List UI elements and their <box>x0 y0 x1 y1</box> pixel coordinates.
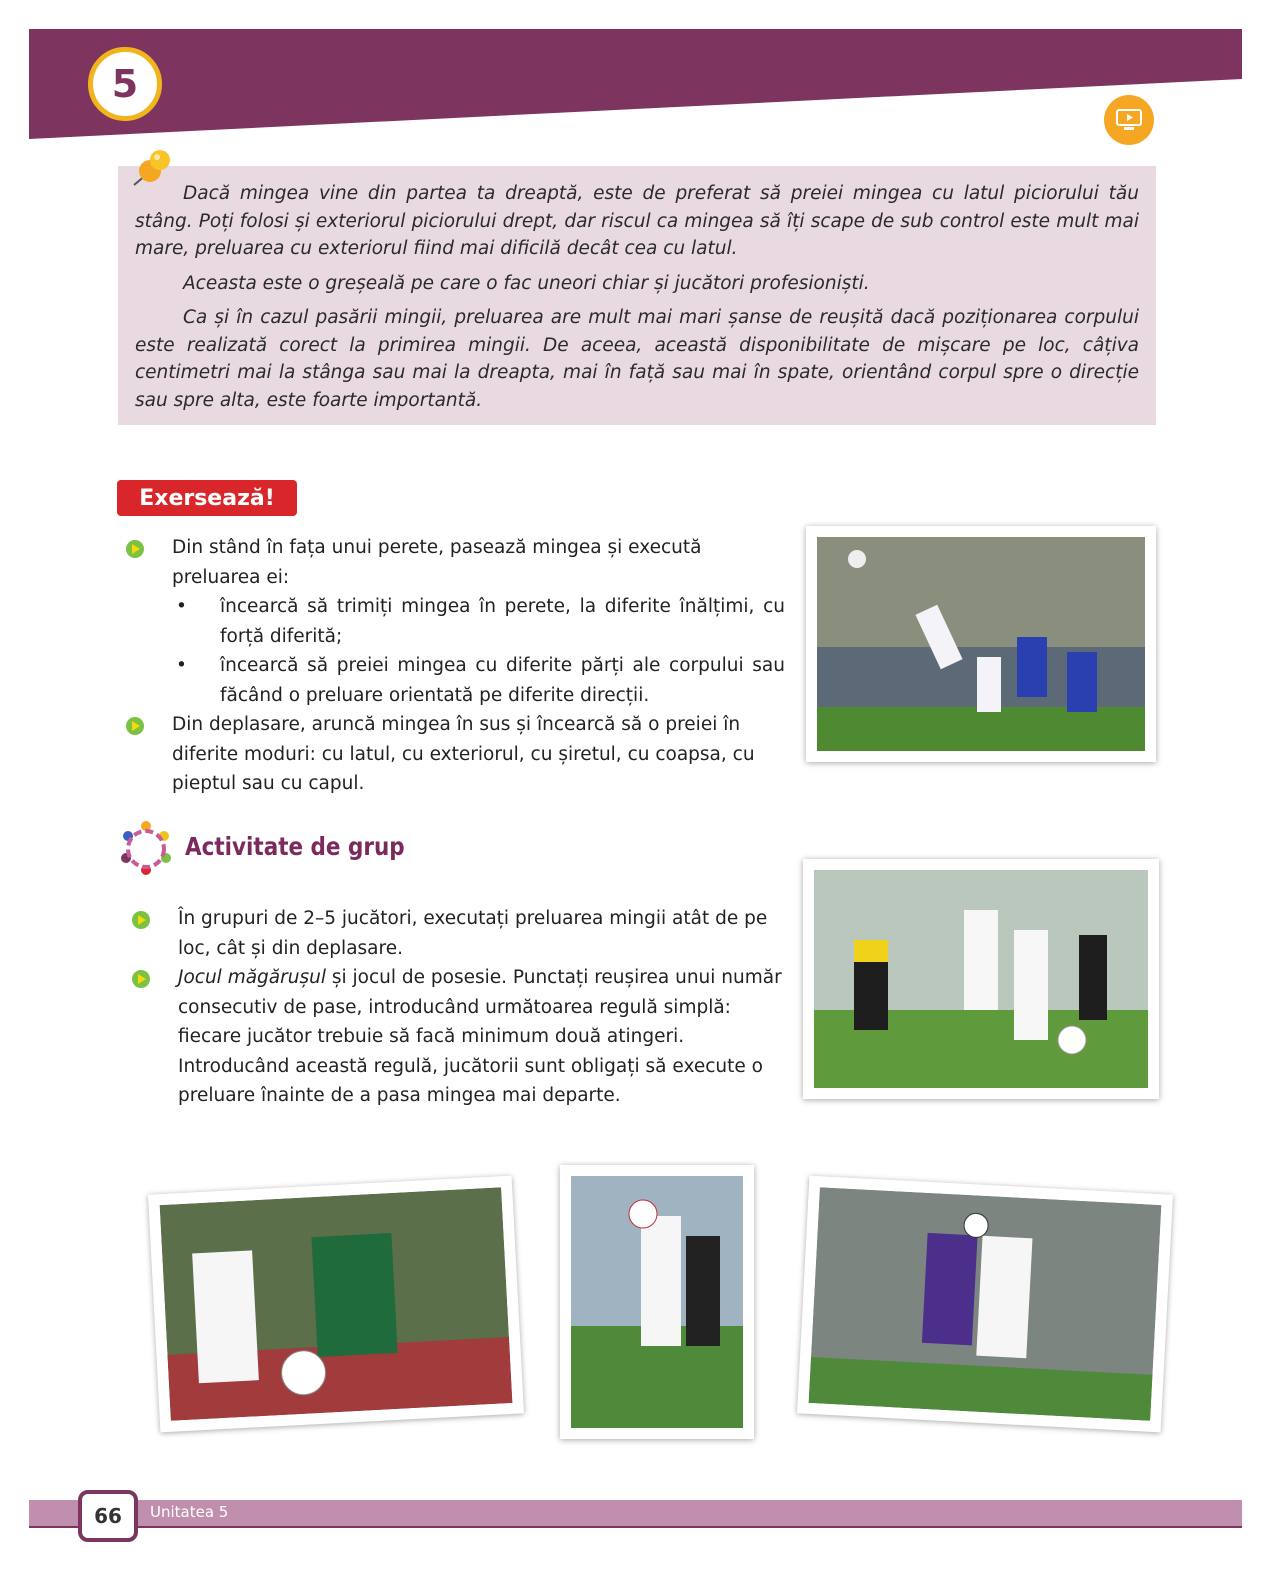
photo-womens-match-center <box>560 1165 754 1439</box>
sub-list-item-text: încearcă să trimiți mingea în perete, la diferite înălțimi, cu forță diferită; <box>220 596 785 647</box>
photo-womens-match-center-image <box>571 1176 743 1428</box>
list-item <box>130 904 785 963</box>
digital-content-icon[interactable] <box>1104 95 1154 145</box>
photo-mens-match <box>806 526 1156 762</box>
sub-list-item-text: încearcă să preiei mingea cu diferite părți ale corpului sau făcând o preluare orientată pe diferite direcții. <box>220 655 785 706</box>
sub-list-item <box>124 592 785 651</box>
tip-paragraph: Aceasta este o greșeală pe care o fac uneori chiar și jucători profesioniști. <box>183 272 870 294</box>
list-item <box>130 963 785 1111</box>
list-item-text: În grupuri de 2–5 jucători, executați preluarea mingii atât de pe loc, cât și din deplasare. <box>178 908 768 959</box>
group-activity-icon <box>116 818 176 880</box>
tip-paragraph: Ca și în cazul pasării mingii, preluarea are mult mai mari șanse de reușită dacă poziționarea corpului este realizată corect la primirea mingii. De aceea, această disponibilitate de mișcare pe loc, câțiva centimetri mai la stânga sau mai la dreapta, mai în față sau mai în spate, orientând corpul spre o direcție sau spre alta, este foarte importantă. <box>135 307 1139 411</box>
photo-womens-match-left-image <box>160 1187 513 1421</box>
header-banner <box>29 29 1242 139</box>
arrow-bullet-icon <box>126 717 144 735</box>
tip-paragraph: Dacă mingea vine din partea ta dreaptă, este de preferat să preiei mingea cu latul piciorului tău stâng. Poți folosi și exteriorul piciorului drept, dar riscul ca mingea să îți scape de sub control este mult mai mare, preluarea cu exteriorul fiind mai dificilă decât cea cu latul. <box>135 183 1139 259</box>
list-item <box>124 710 785 799</box>
photo-youth-match-image <box>814 870 1148 1088</box>
photo-mens-match-image <box>817 537 1145 751</box>
page-number-text: 66 <box>94 1504 122 1528</box>
sub-list-item <box>124 651 785 710</box>
footer-rule <box>29 1526 1242 1528</box>
unit-number-badge <box>88 47 162 121</box>
photo-youth-match <box>803 859 1159 1099</box>
list-item-text: și jocul de posesie. Punctați reușirea unui număr consecutiv de pase, introducând următoarea regulă simplă: fiecare jucător trebuie să facă minimum două atingeri. Introducând această regulă, jucătorii sunt obligați să execute o preluare înainte de a pasa mingea mai departe. <box>178 967 782 1106</box>
list-item-text: Din deplasare, aruncă mingea în sus și încearcă să o preiei în diferite moduri: cu latul, cu exteriorul, cu șiretul, cu coapsa, cu pieptul sau cu capul. <box>172 714 755 794</box>
footer-unit-label: Unitatea 5 <box>150 1503 229 1521</box>
tip-text <box>135 180 1139 421</box>
unit-number: 5 <box>111 62 139 106</box>
practice-title: Exersează! <box>139 485 275 511</box>
list-item <box>124 533 785 592</box>
bullet-dot: • <box>176 596 187 617</box>
page-number <box>78 1490 138 1542</box>
practice-list <box>124 533 785 799</box>
arrow-bullet-icon <box>132 911 150 929</box>
arrow-bullet-icon <box>132 970 150 988</box>
list-item-text: Din stând în fața unui perete, pasează mingea și execută preluarea ei: <box>172 537 702 588</box>
bullet-dot: • <box>176 655 187 676</box>
group-activity-title: Activitate de grup <box>185 832 405 861</box>
game-name: Jocul măgărușul <box>178 967 326 988</box>
photo-womens-match-right-image <box>809 1187 1162 1421</box>
arrow-bullet-icon <box>126 540 144 558</box>
photo-womens-match-right <box>797 1176 1173 1433</box>
practice-heading <box>117 480 297 516</box>
photo-womens-match-left <box>148 1176 524 1433</box>
group-list <box>130 904 785 1111</box>
